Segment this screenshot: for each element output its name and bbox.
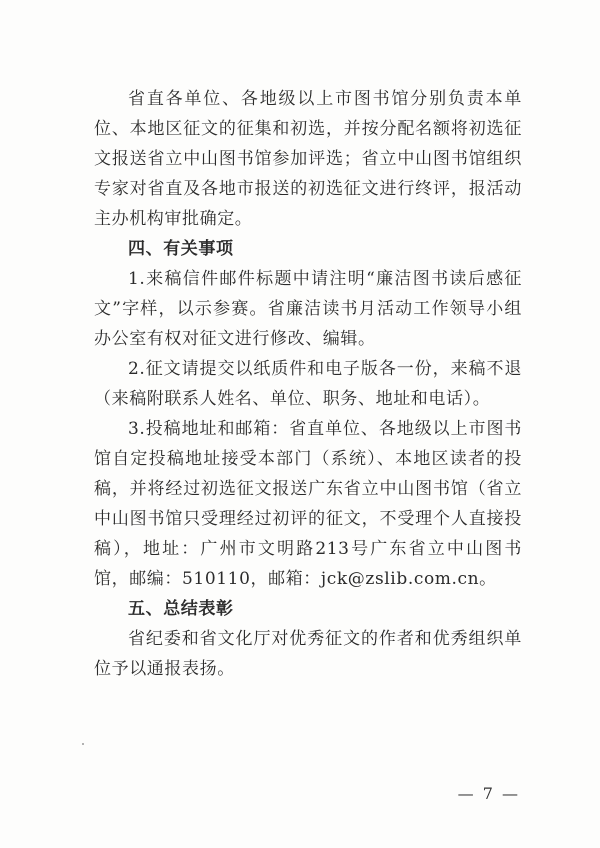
paragraph-selection-process: 省直各单位、各地级以上市图书馆分别负责本单位、本地区征文的征集和初选，并按分配名额将初选征文报送省立中山图书馆参加评选；省立中山图书馆组织专家对省直及各地市报送的初选征文进行终评，报活动主办机构审批确定。 [94,89,522,229]
section-heading-matters: 四、有关事项 [128,239,234,259]
section-heading-commendation: 五、总结表彰 [128,599,234,619]
scan-speck [82,743,84,745]
paragraph-item-3: 3.投稿地址和邮箱：省直单位、各地级以上市图书馆自定投稿地址接受本部门（系统）、本地区读者的投稿，并将经过初选征文报送广东省立中山图书馆（省立中山图书馆只受理经过初评的征文，不受理个人直接投稿），地址：广州市文明路213号广东省立中山图书馆，邮编：510110，邮箱：jck@zslib.com.cn。 [94,419,522,589]
document-body [94,84,522,684]
page-number: — 7 — [457,784,520,803]
paragraph-item-1: 1.来稿信件邮件标题中请注明“廉洁图书读后感征文”字样，以示参赛。省廉洁读书月活动工作领导小组办公室有权对征文进行修改、编辑。 [94,269,522,349]
paragraph-commendation: 省纪委和省文化厅对优秀征文的作者和优秀组织单位予以通报表扬。 [94,629,522,679]
paragraph-item-2: 2.征文请提交以纸质件和电子版各一份，来稿不退（来稿附联系人姓名、单位、职务、地址和电话）。 [94,359,522,409]
